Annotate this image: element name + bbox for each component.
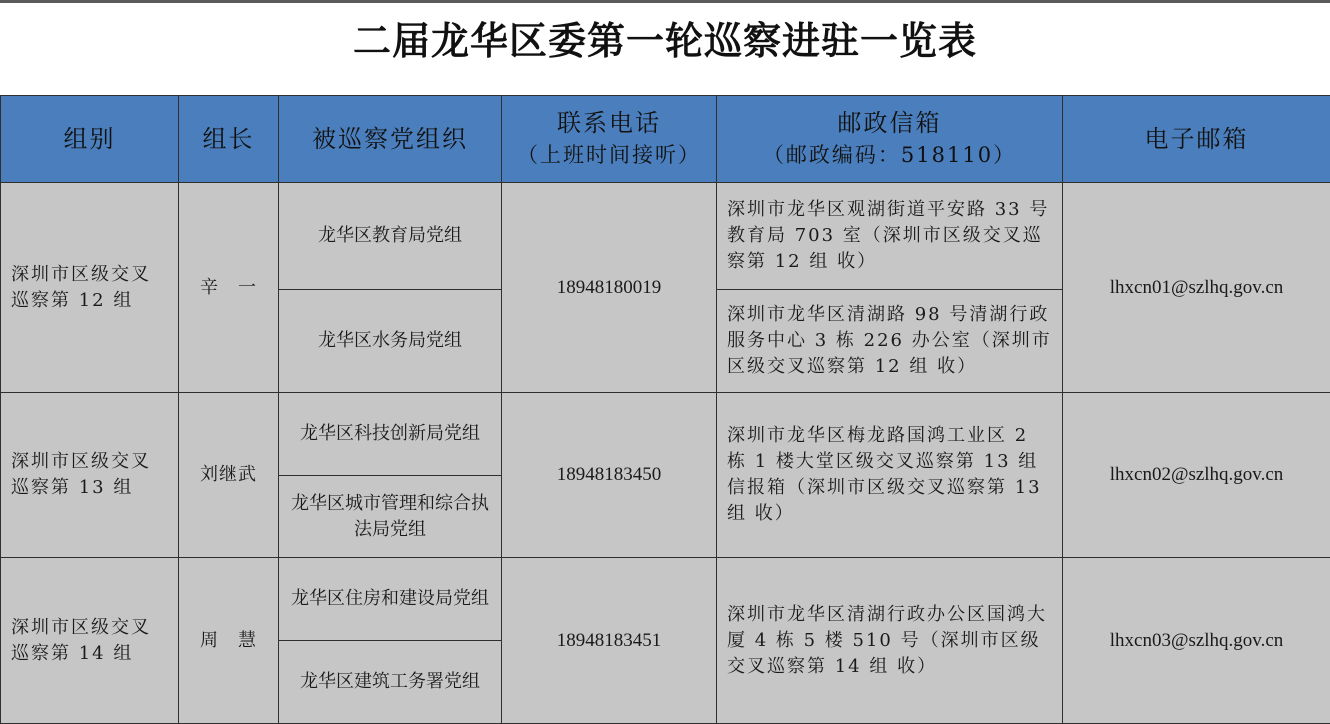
phone-cell: 18948183450 [502, 393, 717, 558]
top-border [0, 0, 1330, 3]
org-cell: 龙华区建筑工务署党组 [279, 641, 502, 724]
header-org: 被巡察党组织 [279, 96, 502, 183]
header-postal [717, 96, 1063, 183]
postal-cell: 深圳市龙华区清湖行政办公区国鸿大厦 4 栋 5 楼 510 号（深圳市区级交叉巡察第 14 组 收） [717, 558, 1063, 724]
postal-cell: 深圳市龙华区梅龙路国鸿工业区 2 栋 1 楼大堂区级交叉巡察第 13 组信报箱（深圳市区级交叉巡察第 13 组 收） [717, 393, 1063, 558]
leader-cell: 刘继武 [179, 393, 279, 558]
header-leader: 组长 [179, 96, 279, 183]
phone-cell: 18948183451 [502, 558, 717, 724]
page-title: 二届龙华区委第一轮巡察进驻一览表 [0, 10, 1330, 72]
header-phone-label: 联系电话 [557, 109, 661, 137]
group-cell: 深圳市区级交叉巡察第 14 组 [1, 558, 179, 724]
org-cell: 龙华区科技创新局党组 [279, 393, 502, 476]
leader-cell: 周 慧 [179, 558, 279, 724]
org-cell: 龙华区住房和建设局党组 [279, 558, 502, 641]
email-cell: lhxcn01@szlhq.gov.cn [1063, 183, 1330, 393]
email-cell: lhxcn02@szlhq.gov.cn [1063, 393, 1330, 558]
header-row [1, 96, 1330, 183]
inspection-table [0, 95, 1330, 724]
header-email: 电子邮箱 [1063, 96, 1330, 183]
group-cell: 深圳市区级交叉巡察第 12 组 [1, 183, 179, 393]
table-row [1, 558, 1330, 641]
table-row [1, 183, 1330, 290]
org-cell: 龙华区城市管理和综合执法局党组 [279, 476, 502, 558]
table-row [1, 393, 1330, 476]
org-cell: 龙华区教育局党组 [279, 183, 502, 290]
header-phone [502, 96, 717, 183]
header-postal-sub: （邮政编码：518110） [727, 139, 1052, 171]
org-cell: 龙华区水务局党组 [279, 290, 502, 393]
group-cell: 深圳市区级交叉巡察第 13 组 [1, 393, 179, 558]
phone-cell: 18948180019 [502, 183, 717, 393]
header-postal-label: 邮政信箱 [838, 109, 942, 137]
leader-cell: 辛 一 [179, 183, 279, 393]
postal-cell: 深圳市龙华区清湖路 98 号清湖行政服务中心 3 栋 226 办公室（深圳市区级交叉巡察第 12 组 收） [717, 290, 1063, 393]
postal-cell: 深圳市龙华区观湖街道平安路 33 号教育局 703 室（深圳市区级交叉巡察第 12 组 收） [717, 183, 1063, 290]
header-phone-sub: （上班时间接听） [512, 139, 706, 171]
email-cell: lhxcn03@szlhq.gov.cn [1063, 558, 1330, 724]
header-group: 组别 [1, 96, 179, 183]
